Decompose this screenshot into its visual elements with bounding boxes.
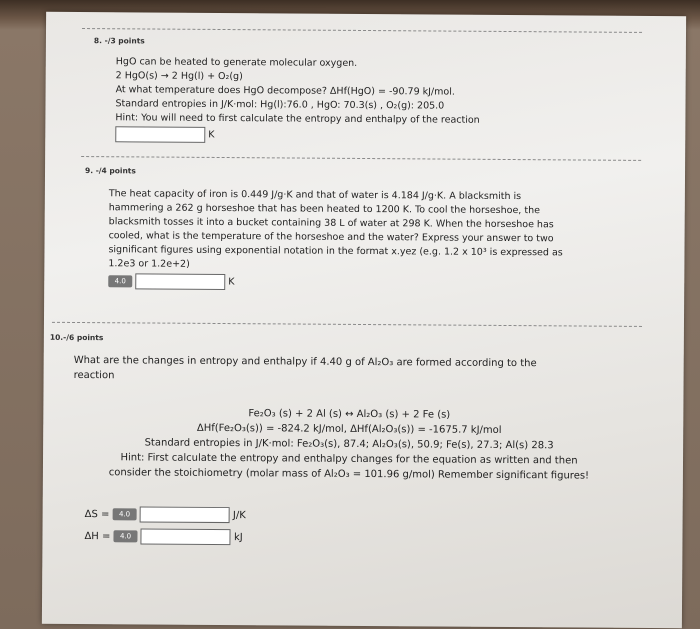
q9-unit: K bbox=[228, 276, 235, 288]
q10-reaction: Fe₂O₃ (s) + 2 Al (s) ↔ Al₂O₃ (s) + 2 Fe (s) bbox=[248, 408, 451, 421]
q8-line-2: 2 HgO(s) → 2 Hg(l) + O₂(g) bbox=[115, 70, 243, 83]
q8-answer-input[interactable] bbox=[115, 126, 205, 143]
q8-header: 8. -/3 points bbox=[93, 36, 145, 46]
q9-header: 9. -/4 points bbox=[85, 166, 136, 176]
separator-top bbox=[82, 28, 642, 33]
q8-unit: K bbox=[208, 129, 215, 141]
delta-s-input[interactable] bbox=[140, 506, 230, 523]
question-10 bbox=[48, 330, 649, 548]
q10-hint-2: consider the stoichiometry (molar mass of Al₂O₃ = 101.96 g/mol) Remember significant figures! bbox=[108, 467, 590, 482]
question-8 bbox=[93, 34, 634, 146]
delta-s-label: ΔS = bbox=[84, 509, 110, 521]
q8-line-1: HgO can be heated to generate molecular oxygen. bbox=[115, 56, 358, 69]
q8-line-4: Standard entropies in J/K·mol: Hg(l):76.0 , HgO: 70.3(s) , O₂(g): 205.0 bbox=[115, 98, 445, 112]
dh-score-badge: 4.0 bbox=[114, 530, 138, 542]
worksheet-page bbox=[42, 12, 686, 628]
q9-line-3: blacksmith tosses it into a bucket containing 38 L of water at 298 K. When the horseshoe has bbox=[108, 216, 554, 231]
q8-line-5: Hint: You will need to first calculate the entropy and enthalpy of the reaction bbox=[115, 112, 480, 126]
delta-h-label: ΔH = bbox=[84, 531, 111, 543]
q10-header: 10.-/6 points bbox=[49, 332, 104, 343]
separator-q10 bbox=[52, 322, 642, 327]
q10-hint-1: Hint: First calculate the entropy and enthalpy changes for the equation as written and then bbox=[120, 452, 578, 467]
question-9 bbox=[84, 164, 645, 293]
delta-h-unit: kJ bbox=[233, 532, 243, 544]
q9-line-2: hammering a 262 g horseshoe that has been heated to 1200 K. To cool the horseshoe, the bbox=[108, 202, 540, 217]
q10-line-1: What are the changes in entropy and enthalpy if 4.40 g of Al₂O₃ are formed according to the bbox=[73, 354, 537, 370]
q10-line-2: reaction bbox=[73, 369, 115, 382]
q10-entropies: Standard entropies in J/K·mol: Fe₂O₃(s), 87.4; Al₂O₃(s), 50.9; Fe(s), 27.3; Al(s) 28.3 bbox=[144, 437, 554, 452]
separator-q9 bbox=[81, 156, 641, 161]
q8-line-3: At what temperature does HgO decompose? ΔHf(HgO) = -90.79 kJ/mol. bbox=[115, 84, 455, 98]
q9-line-1: The heat capacity of iron is 0.449 J/g·K and that of water is 4.184 J/g·K. A blacksmith is bbox=[108, 188, 522, 203]
delta-h-input[interactable] bbox=[141, 528, 231, 545]
q9-score-badge: 4.0 bbox=[108, 275, 132, 287]
ds-score-badge: 4.0 bbox=[113, 508, 137, 520]
delta-s-unit: J/K bbox=[232, 510, 246, 522]
q9-line-4: cooled, what is the temperature of the horseshoe and the water? Express your answer to two bbox=[108, 230, 554, 245]
q9-line-6: 1.2e3 or 1.2e+2) bbox=[108, 258, 190, 270]
q9-line-5: significant figures using exponential notation in the format x.yez (e.g. 1.2 x 10³ is expressed as bbox=[108, 244, 563, 259]
q9-answer-input[interactable] bbox=[135, 273, 225, 290]
q10-enthalpies: ΔHf(Fe₂O₃(s)) = -824.2 kJ/mol, ΔHf(Al₂O₃(s)) = -1675.7 kJ/mol bbox=[196, 422, 502, 436]
